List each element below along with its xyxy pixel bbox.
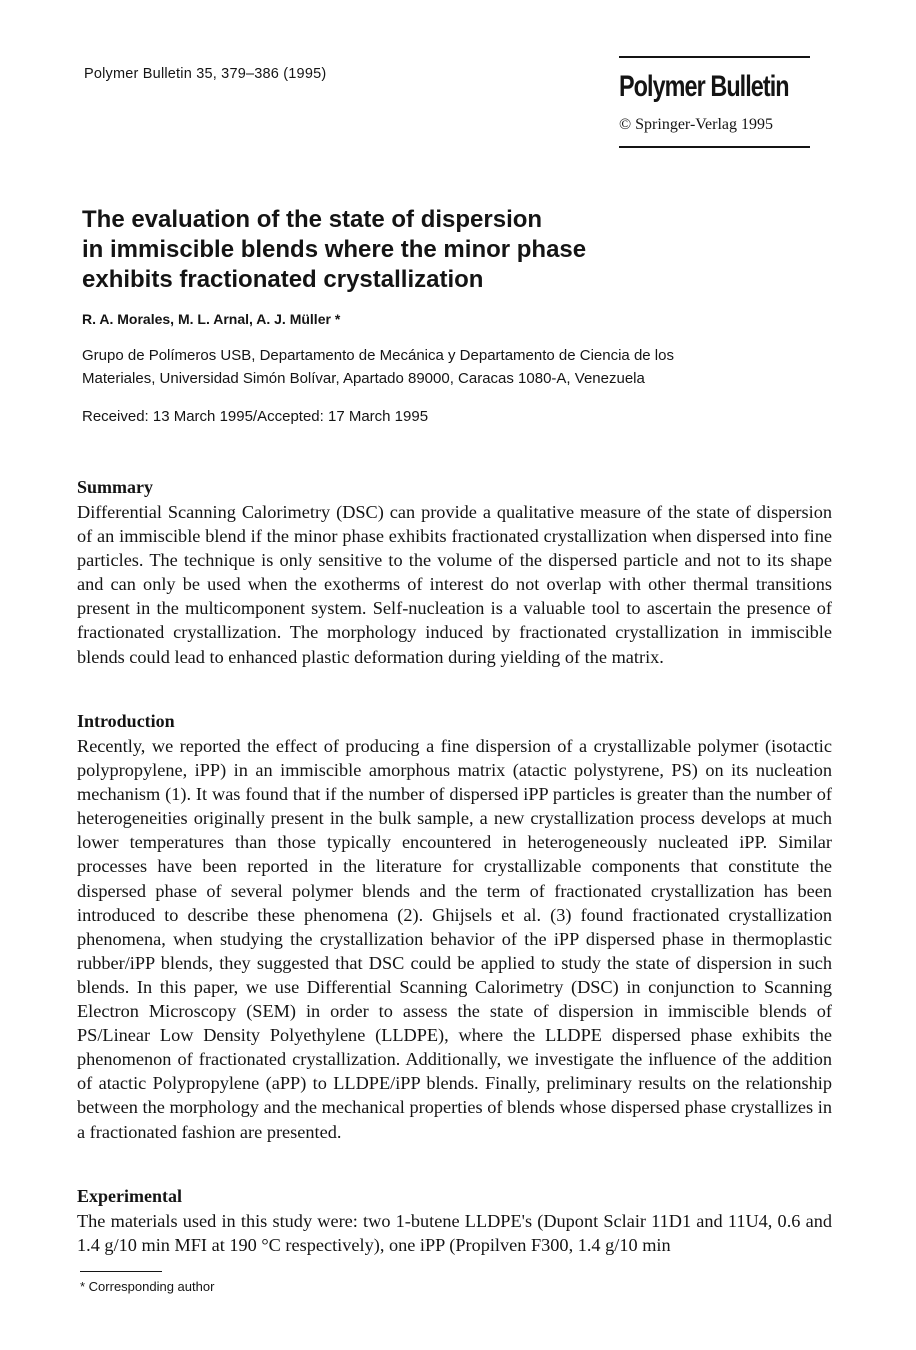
journal-masthead	[619, 56, 810, 148]
experimental-paragraph: The materials used in this study were: two 1-butene LLDPE's (Dupont Sclair 11D1 and 11U4, 0.6 and 1.4 g/10 min MFI at 190 °C respectively), one iPP (Propilven F300, 1.4 g/10 min	[77, 1211, 832, 1256]
summary-heading: Summary	[77, 477, 153, 497]
article-title	[82, 205, 722, 295]
summary-paragraph: Differential Scanning Calorimetry (DSC) can provide a qualitative measure of the state of dispersion of an immiscible blend if the minor phase exhibits fractionated crystallization when dispersed into fine particles. The technique is only sensitive to the volume of the dispersed particle and not to its shape and can only be used when the exotherms of interest do not overlap with other thermal transitions present in the multicomponent system. Self-nucleation is a valuable tool to ascertain the presence of fractionated crystallization. The morphology induced by fractionated crystallization in immiscible blends could lead to enhanced plastic deformation during yielding of the matrix.	[77, 502, 832, 667]
title-line: in immiscible blends where the minor phase	[82, 236, 587, 263]
introduction-heading: Introduction	[77, 711, 175, 731]
affiliation-line: Materiales, Universidad Simón Bolívar, Apartado 89000, Caracas 1080-A, Venezuela	[82, 370, 645, 387]
introduction-paragraph: Recently, we reported the effect of producing a fine dispersion of a crystallizable polymer (isotactic polypropylene, iPP) in an immiscible amorphous matrix (atactic polystyrene, PS) on its nucleation mechanism (1). It was found that if the number of dispersed iPP particles is greater than the number of heterogeneities originally present in the bulk sample, a new crystallization process develops at much lower temperatures than those typically encountered in heterogeneously nucleated iPP. Similar processes have been reported in the literature for crystallizable components that constitute the dispersed phase of several polymer blends and the term of fractionated crystallization has been introduced to describe these phenomena (2). Ghijsels et al. (3) found fractionated crystallization phenomena, when studying the crystallization behavior of the iPP dispersed phase in thermoplastic rubber/iPP blends, they suggested that DSC could be applied to study the state of dispersion in such blends. In this paper, we use Differential Scanning Calorimetry (DSC) in conjunction to Scanning Electron Microscopy (SEM) in order to assess the state of dispersion in immiscible blends of PS/Linear Low Density Polyethylene (LLDPE), where the LLDPE dispersed phase exhibits the phenomenon of fractionated crystallization. Additionally, we investigate the influence of the addition of atactic Polypropylene (aPP) to LLDPE/iPP blends. Finally, preliminary results on the relationship between the morphology and the mechanical properties of blends whose dispersed phase crystallizes in a fractionated fashion are presented.	[77, 736, 832, 1142]
title-line: The evaluation of the state of dispersion	[82, 206, 543, 233]
copyright-notice: © Springer-Verlag 1995	[619, 116, 774, 133]
title-line: exhibits fractionated crystallization	[82, 266, 484, 293]
author-list: R. A. Morales, M. L. Arnal, A. J. Müller *	[82, 311, 341, 327]
author-affiliation	[82, 344, 802, 390]
footnote-divider	[80, 1271, 162, 1272]
experimental-heading: Experimental	[77, 1186, 182, 1206]
affiliation-line: Grupo de Polímeros USB, Departamento de Mecánica y Departamento de Ciencia de los	[82, 347, 674, 364]
corresponding-author-footnote: * Corresponding author	[80, 1279, 215, 1294]
journal-citation: Polymer Bulletin 35, 379–386 (1995)	[84, 66, 327, 82]
journal-name: Polymer Bulletin	[619, 70, 789, 103]
received-accepted-dates: Received: 13 March 1995/Accepted: 17 March 1995	[82, 408, 429, 425]
